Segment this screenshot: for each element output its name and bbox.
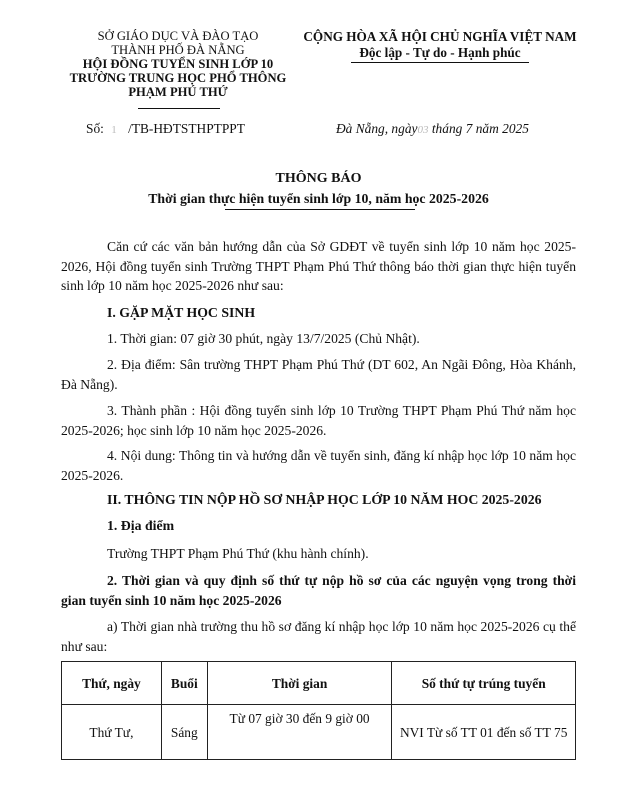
subtitle-underline — [225, 209, 415, 210]
place-date — [336, 121, 529, 137]
national-header — [296, 29, 584, 61]
schedule-table — [61, 661, 576, 760]
issuer-line-5: PHẠM PHÚ THỨ — [128, 85, 228, 99]
table-header-cell: Thứ, ngày — [62, 662, 162, 705]
section-2-sub-1-heading: 1. Địa điểm — [107, 518, 175, 533]
number-value: 1 — [111, 124, 117, 136]
notice-subtitle: Thời gian thực hiện tuyển sinh lớp 10, năm học 2025-2026 — [148, 191, 489, 206]
notice-title: THÔNG BÁO — [275, 171, 362, 186]
issuer-underline — [138, 108, 220, 109]
table-cell: Sáng — [161, 705, 207, 760]
section-2-sub-2-a: a) Thời gian nhà trường thu hồ sơ đăng kí nhập học lớp 10 năm học 2025-2026 cụ thể như sau: — [61, 619, 576, 654]
national-title: CỘNG HÒA XÃ HỘI CHỦ NGHĨA VIỆT NAM — [303, 29, 577, 44]
table-cell: NVI Từ số TT 01 đến số TT 75 — [392, 705, 576, 760]
issuer-block — [40, 29, 316, 99]
number-code: /TB-HĐTSTHPTPPT — [128, 121, 245, 136]
table-header-cell: Số thứ tự trúng tuyển — [392, 662, 576, 705]
issuer-line-2: THÀNH PHỐ ĐÀ NẴNG — [111, 43, 245, 57]
section-2-heading: II. THÔNG TIN NỘP HỒ SƠ NHẬP HỌC LỚP 10 NĂM HOC 2025-2026 — [107, 492, 542, 507]
section-2-sub-2-heading: 2. Thời gian và quy định số thứ tự nộp hồ sơ của các nguyện vọng trong thời gian tuyển sinh 10 năm học 2025-2026 — [61, 573, 576, 608]
section-1-item-4: 4. Nội dung: Thông tin và hướng dẫn về tuyển sinh, đăng kí nhập học lớp 10 năm học 2025-2026. — [61, 448, 576, 483]
place-date-prefix: Đà Nẵng, ngày — [336, 121, 418, 136]
document-number — [86, 121, 245, 137]
table-cell: Thứ Tư, — [62, 705, 162, 760]
section-2-sub-1-text: Trường THPT Phạm Phú Thứ (khu hành chính). — [107, 546, 369, 561]
motto-underline — [351, 62, 529, 63]
table-header-cell: Thời gian — [207, 662, 392, 705]
national-motto: Độc lập - Tự do - Hạnh phúc — [359, 45, 521, 60]
intro-paragraph: Căn cứ các văn bản hướng dẫn của Sở GDĐT về tuyển sinh lớp 10 năm học 2025-2026, Hội đồng tuyển sinh Trường THPT Phạm Phú Thứ thông báo thời gian thực hiện tuyển sinh lớp 10 năm học 2025-2026 như sau: — [61, 239, 576, 293]
section-1-item-1: 1. Thời gian: 07 giờ 30 phút, ngày 13/7/2025 (Chủ Nhật). — [107, 331, 420, 346]
table-row — [62, 705, 576, 760]
table-header-cell: Buổi — [161, 662, 207, 705]
issuer-line-1: SỞ GIÁO DỤC VÀ ĐÀO TẠO — [97, 29, 259, 43]
issuer-line-3: HỘI ĐỒNG TUYỂN SINH LỚP 10 — [82, 57, 274, 71]
section-1-heading: I. GẶP MẶT HỌC SINH — [107, 305, 256, 320]
section-1-item-2: 2. Địa điểm: Sân trường THPT Phạm Phú Thứ (DT 602, An Ngãi Đông, Hòa Khánh, Đà Nẵng). — [61, 357, 576, 392]
table-header-row — [62, 662, 576, 705]
issuer-line-4: TRƯỜNG TRUNG HỌC PHỔ THÔNG — [69, 71, 287, 85]
place-date-suffix: tháng 7 năm 2025 — [431, 121, 529, 136]
section-1-item-3: 3. Thành phần : Hội đồng tuyển sinh lớp 10 Trường THPT Phạm Phú Thứ năm học 2025-2026; học sinh lớp 10 năm học 2025-2026. — [61, 403, 576, 438]
table-cell: Từ 07 giờ 30 đến 9 giờ 00 — [207, 705, 392, 760]
day-value: 03 — [417, 124, 429, 136]
number-label: Số: — [86, 121, 104, 136]
